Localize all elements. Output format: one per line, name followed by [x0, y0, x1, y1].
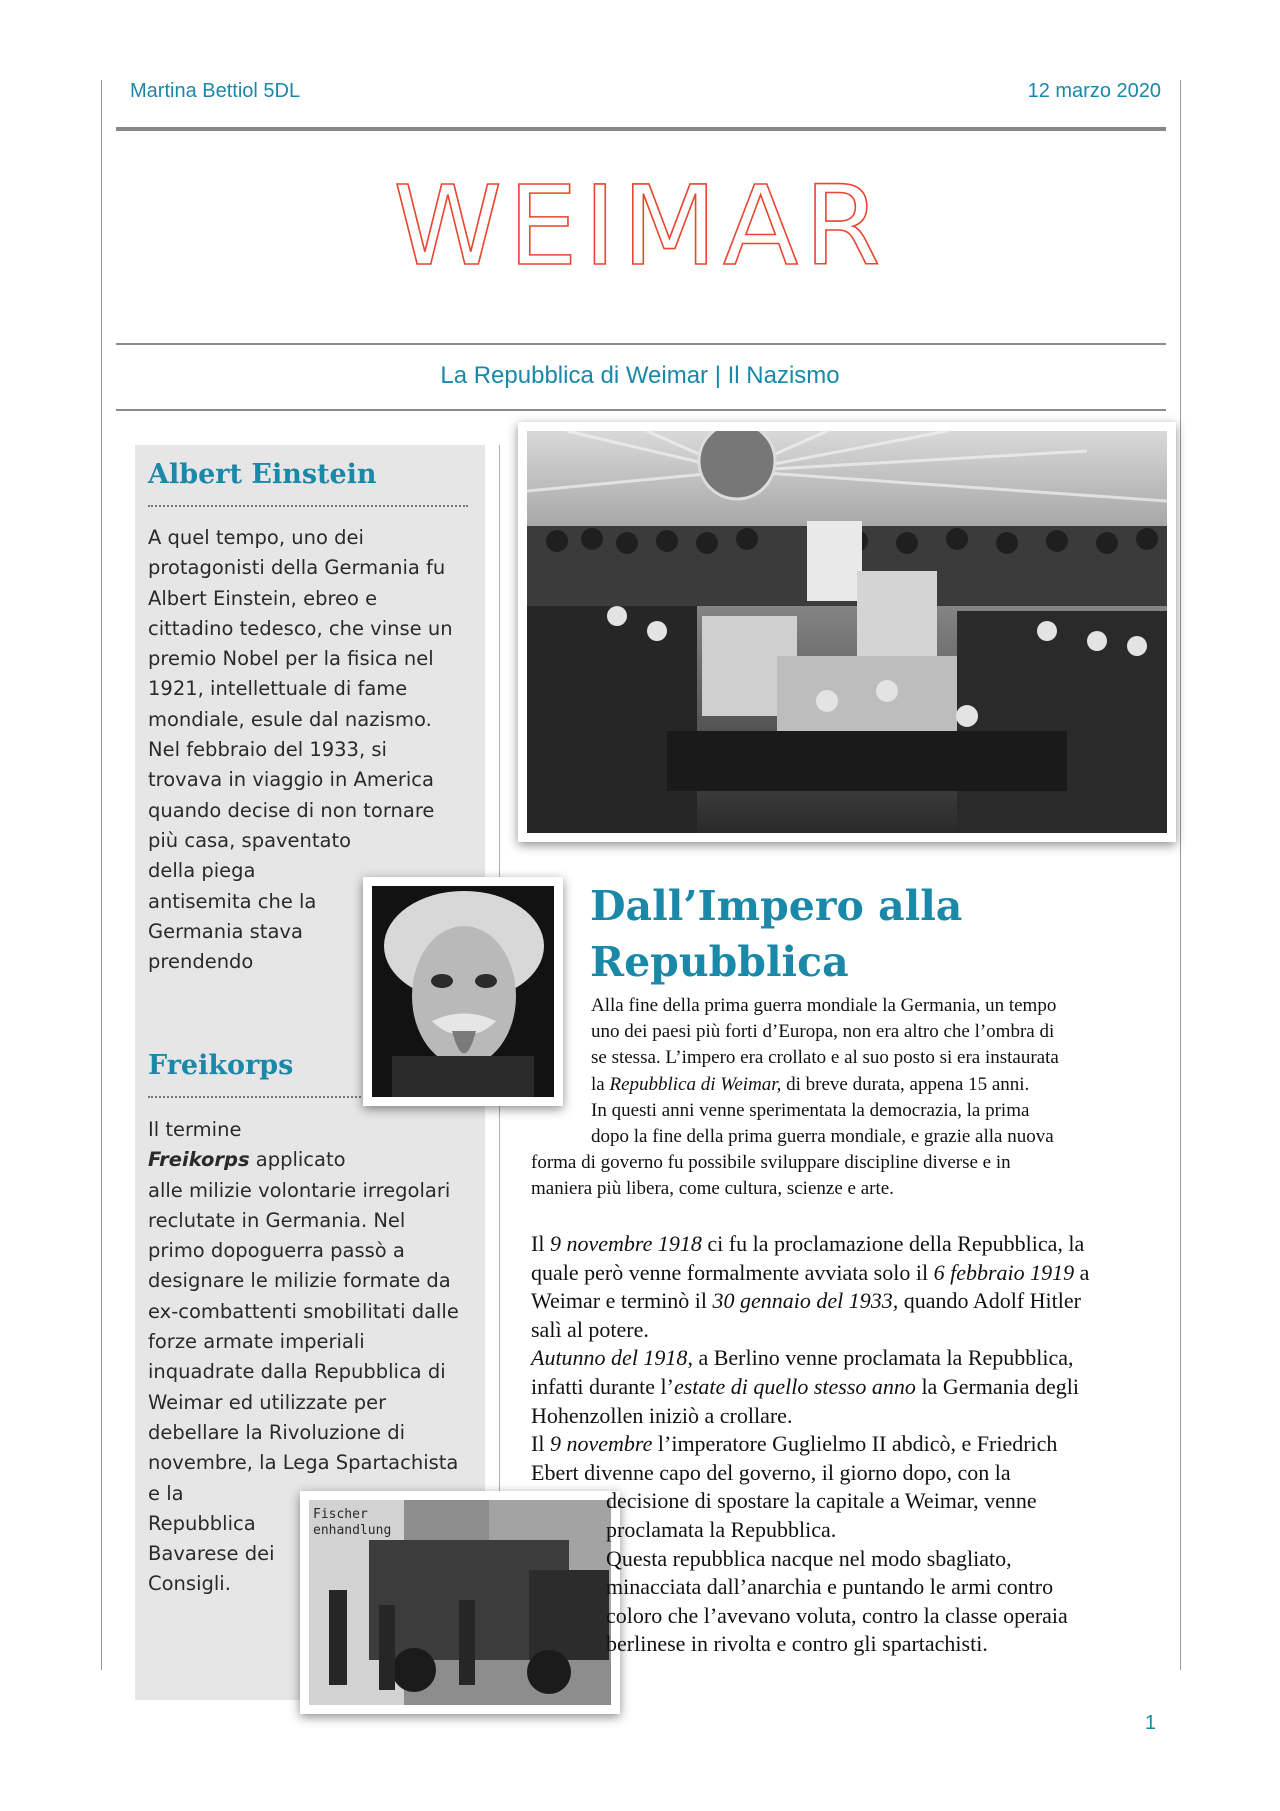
- article-heading-line1: Dall’Impero alla: [590, 882, 963, 930]
- article-text: Il: [531, 1231, 550, 1256]
- article-line: [531, 1259, 1161, 1288]
- article-line: [531, 1573, 1161, 1602]
- author-name: Martina Bettiol 5DL: [130, 80, 301, 102]
- article-text: dopo la fine della prima guerra mondiale, e grazie alla nuova: [591, 1126, 1054, 1148]
- article-line: [531, 1344, 1161, 1373]
- article-line: [531, 1459, 1161, 1488]
- sidebar-text-line: prendendo: [148, 950, 254, 974]
- article-text: l’imperatore Guglielmo II abdicò, e Friedrich: [652, 1431, 1058, 1457]
- sidebar-text-line: antisemita che la: [148, 889, 317, 913]
- sidebar-text-line: mondiale, esule dal nazismo.: [148, 707, 432, 731]
- freikorps-heading-divider: [148, 1096, 368, 1098]
- article-text: proclamata la Repubblica.: [606, 1516, 837, 1542]
- article-intro: [531, 993, 1151, 1203]
- article-line: [531, 1176, 1151, 1202]
- article-text: uno dei paesi più forti d’Europa, non era altro che l’ombra di: [591, 1021, 1055, 1043]
- einstein-photo-image: [372, 886, 554, 1097]
- article-emphasis: 30 gennaio del 1933,: [712, 1288, 899, 1314]
- sidebar-text-line: novembre, la Lega Spartachista: [148, 1451, 459, 1475]
- article-emphasis: 9 novembre: [549, 1431, 653, 1457]
- sidebar-text-line: Nel febbraio del 1933, si: [148, 738, 387, 762]
- article-line: [531, 1430, 1161, 1459]
- article-line: [531, 1287, 1161, 1316]
- article-text: Ebert divenne capo del governo, il giorno dopo, con la: [531, 1459, 1011, 1485]
- sidebar-text-line: alle milizie volontarie irregolari: [148, 1178, 451, 1202]
- article-line: [531, 1045, 1151, 1071]
- einstein-heading-divider: [148, 505, 468, 507]
- masthead-title: WEIMAR: [393, 162, 887, 290]
- sidebar-text-line: inquadrate dalla Repubblica di: [148, 1360, 446, 1384]
- truck-sign-line1: Fischer: [313, 1507, 368, 1522]
- freikorps-term: Freikorps: [148, 1148, 250, 1172]
- article-line: [531, 1487, 1161, 1516]
- sidebar-text-line: premio Nobel per la fisica nel: [148, 647, 434, 671]
- article-text: minacciata dall’anarchia e puntando le armi contro: [606, 1574, 1054, 1600]
- article-text: In questi anni venne sperimentata la democrazia, la prima: [591, 1099, 1030, 1121]
- article-line: [531, 1150, 1151, 1176]
- sidebar-text-line: Consigli.: [148, 1572, 231, 1596]
- freikorps-line-intro: Il termine: [148, 1118, 242, 1141]
- sidebar-text-line: ex-combattenti smobilitati dalle: [148, 1299, 459, 1323]
- sidebar-text-line: protagonisti della Germania fu: [148, 556, 446, 580]
- sidebar-text-line: reclutate in Germania. Nel: [148, 1208, 406, 1232]
- freikorps-term-rest: applicato: [249, 1148, 346, 1172]
- einstein-heading: Albert Einstein: [148, 459, 377, 490]
- article-text: se stessa. L’impero era crollato e al suo posto si era instaurata: [591, 1047, 1059, 1069]
- article-line: [531, 1019, 1151, 1045]
- article-text: Questa repubblica nacque nel modo sbagliato,: [606, 1545, 1012, 1571]
- article-text: coloro che l’avevano voluta, contro la classe operaia: [606, 1602, 1068, 1628]
- header-rule: [116, 127, 1166, 131]
- article-text: di breve durata, appena 15 anni.: [781, 1073, 1030, 1095]
- sidebar-text-line: debellare la Rivoluzione di: [148, 1420, 406, 1444]
- reichstag-photo-image: [527, 431, 1167, 833]
- left-margin-line: [101, 80, 102, 1670]
- sidebar-text-line: e la: [148, 1481, 184, 1505]
- article-line: [531, 1098, 1151, 1124]
- article-text: Alla fine della prima guerra mondiale la Germania, un tempo: [591, 995, 1057, 1016]
- sidebar-text-line: designare le milizie formate da: [148, 1269, 451, 1293]
- article-text: forma di governo fu possibile sviluppare discipline diverse e in: [531, 1152, 1011, 1174]
- truck-sign-line2: enhandlung: [313, 1523, 392, 1538]
- article-text: , a Berlino venne proclamata la Repubblica,: [687, 1345, 1074, 1371]
- article-line: [531, 1545, 1161, 1574]
- sidebar-text-line: della piega: [148, 859, 256, 883]
- article-text: decisione di spostare la capitale a Weimar, venne: [606, 1488, 1037, 1514]
- article-line: [531, 1516, 1161, 1545]
- freikorps-heading: Freikorps: [148, 1050, 294, 1081]
- page-number: 1: [1144, 1712, 1156, 1734]
- article-emphasis: estate di quello stesso anno: [673, 1373, 916, 1399]
- article-line: [531, 1630, 1161, 1659]
- article-heading: [590, 878, 962, 990]
- article-line: [531, 1316, 1161, 1345]
- masthead-rule-bottom: [116, 409, 1166, 411]
- article-text: Il: [531, 1431, 550, 1457]
- article-text: la Germania degli: [915, 1373, 1080, 1399]
- article-text: quale però venne formalmente avviata solo il: [531, 1259, 934, 1285]
- sidebar-text-line: trovava in viaggio in America: [148, 768, 434, 792]
- sidebar-text-line: A quel tempo, uno dei: [148, 526, 364, 549]
- article-text: berlinese in rivolta e contro gli spartachisti.: [606, 1631, 988, 1657]
- article-line: [531, 1402, 1161, 1431]
- sidebar-text-line: quando decise di non tornare: [148, 798, 435, 822]
- article-body: [531, 1230, 1161, 1659]
- article-text: Hohenzollen iniziò a crollare.: [531, 1402, 793, 1428]
- sidebar-text-line: più casa, spaventato: [148, 828, 352, 852]
- sidebar-text-line: Repubblica: [148, 1511, 256, 1535]
- masthead-subtitle: La Repubblica di Weimar | Il Nazismo: [440, 362, 840, 389]
- article-text: maniera più libera, come cultura, scienze e arte.: [531, 1178, 894, 1200]
- article-line: [531, 1072, 1151, 1098]
- article-line: [531, 1602, 1161, 1631]
- article-heading-line2: Repubblica: [590, 938, 849, 986]
- sidebar-text-line: Bavarese dei: [148, 1542, 275, 1566]
- article-emphasis: 9 novembre 1918: [549, 1231, 702, 1256]
- article-emphasis: Repubblica di Weimar,: [609, 1073, 782, 1095]
- article-line: [531, 1124, 1151, 1150]
- article-emphasis: 6 febbraio 1919: [933, 1259, 1075, 1285]
- article-text: quando Adolf Hitler: [898, 1288, 1081, 1314]
- article-text: ci fu la proclamazione della Repubblica, la: [701, 1231, 1085, 1256]
- article-text: a: [1074, 1259, 1090, 1285]
- article-text: la: [591, 1073, 610, 1095]
- article-line: [531, 993, 1151, 1019]
- freikorps-line-term: [148, 1145, 483, 1175]
- sidebar-text-line: Germania stava: [148, 919, 303, 943]
- masthead-rule-top: [116, 343, 1166, 345]
- article-text: Weimar e terminò il: [531, 1288, 713, 1314]
- sidebar-text-line: Albert Einstein, ebreo e: [148, 586, 378, 610]
- reichstag-photo: [518, 422, 1176, 842]
- article-text: infatti durante l’: [531, 1373, 674, 1399]
- article-line: [531, 1230, 1161, 1259]
- article-emphasis: Autunno del 1918: [531, 1345, 688, 1371]
- article-text: salì al potere.: [531, 1316, 649, 1342]
- sidebar-text-line: primo dopoguerra passò a: [148, 1239, 405, 1263]
- article-line: [531, 1373, 1161, 1402]
- right-margin-line: [1180, 80, 1181, 1670]
- sidebar-text-line: cittadino tedesco, che vinse un: [148, 616, 453, 640]
- sidebar-text-line: forze armate imperiali: [148, 1330, 365, 1354]
- sidebar-text-line: 1921, intellettuale di fame: [148, 677, 408, 701]
- sidebar-text-line: Weimar ed utilizzate per: [148, 1390, 387, 1414]
- issue-date: 12 marzo 2020: [1027, 80, 1161, 102]
